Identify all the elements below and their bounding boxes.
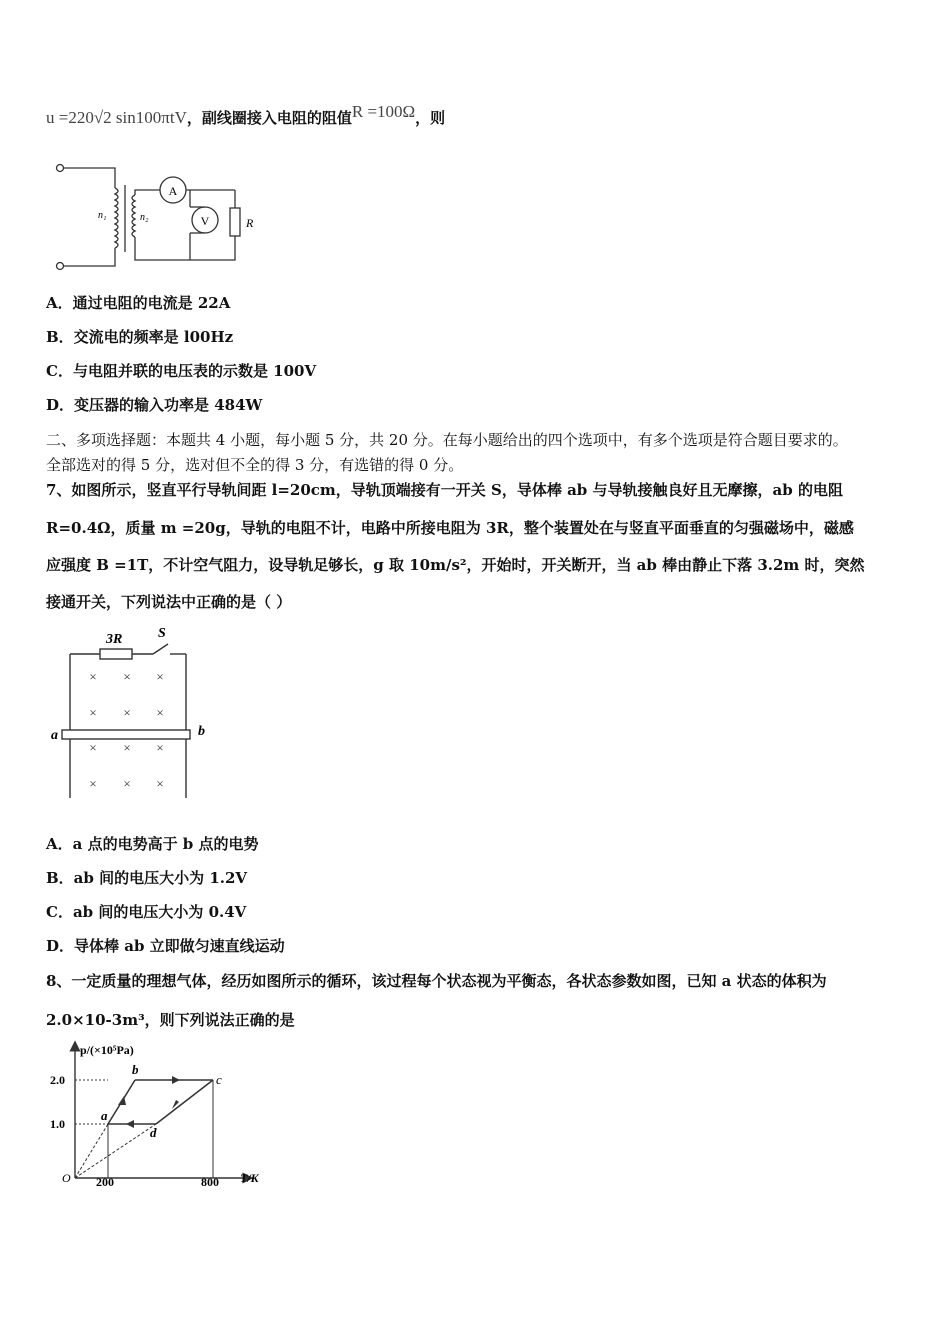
q6-stem-mid: ，副线圈接入电阻的阻值 (186, 109, 352, 127)
input-terminal-bottom (57, 263, 64, 270)
field-mark: × (123, 740, 131, 755)
y-axis-label: p/(×10⁵Pa) (80, 1043, 134, 1057)
resistor-label: R (246, 216, 254, 230)
rod-end-a-label: a (51, 728, 58, 743)
origin-label: O (62, 1171, 71, 1185)
q6-option-b: B．交流电的频率是 l00Hz (46, 328, 234, 346)
field-mark: × (123, 776, 131, 791)
y-tick-2: 2.0 (50, 1073, 65, 1087)
n2-label: n₂ (140, 212, 149, 223)
field-mark: × (156, 776, 164, 791)
q7-option-b: B．ab 间的电压大小为 1.2V (46, 869, 248, 887)
point-b-label: b (132, 1062, 139, 1077)
switch-s (153, 644, 168, 654)
q7-option-a: A．a 点的电势高于 b 点的电势 (46, 835, 259, 853)
q8-stem-line2: 2.0×10-3m³，则下列说法正确的是 (46, 1011, 295, 1029)
section2-instructions-line2: 全部选对的得 5 分，选对但不全的得 3 分，有选错的得 0 分。 (46, 456, 464, 474)
field-mark: × (89, 705, 97, 720)
x-tick-800: 800 (201, 1175, 219, 1189)
conductor-rod-ab (62, 730, 190, 739)
secondary-coil (132, 195, 135, 237)
q6-stem-end: ，则 (415, 109, 446, 127)
resistor-3r (100, 649, 132, 659)
field-mark: × (89, 669, 97, 684)
arrow-da (126, 1120, 134, 1128)
q8-stem-line1: 8、一定质量的理想气体，经历如图所示的循环，该过程每个状态视为平衡态，各状态参数如图，已知 a 状态的体积为 (46, 972, 827, 990)
field-mark: × (89, 740, 97, 755)
pt-cycle-graph (48, 1038, 278, 1193)
n1-label: n₁ (98, 210, 107, 221)
formula-u: u =220√2 sin100πtV (46, 108, 187, 127)
q7-stem-line4: 接通开关，下列说法中正确的是（ ） (46, 593, 292, 611)
q7-stem-line2: R=0.4Ω，质量 m =20g，导轨的电阻不计，电路中所接电阻为 3R，整个装置处在与竖直平面垂直的匀强磁场中，磁感 (46, 519, 854, 537)
resistor-3r-label: 3R (106, 632, 123, 647)
q7-stem-line1: 7、如图所示，竖直平行导轨间距 l=20cm，导轨顶端接有一开关 S，导体棒 ab 与导轨接触良好且无摩擦，ab 的电阻 (46, 481, 843, 499)
x-tick-200: 200 (96, 1175, 114, 1189)
field-mark: × (123, 705, 131, 720)
field-mark: × (89, 776, 97, 791)
q6-option-c: C．与电阻并联的电压表的示数是 100V (46, 362, 317, 380)
ammeter-label: A (168, 184, 178, 198)
field-mark: × (156, 740, 164, 755)
point-d-label: d (150, 1125, 157, 1140)
switch-label: S (158, 626, 166, 641)
input-terminal-top (57, 165, 64, 172)
point-a-label: a (101, 1108, 108, 1123)
q6-option-d: D．变压器的输入功率是 484W (46, 396, 263, 414)
dashed-line-od (75, 1124, 156, 1178)
section2-instructions-line1: 二、多项选择题：本题共 4 小题，每小题 5 分，共 20 分。在每小题给出的四个选项中，有多个选项是符合题目要求的。 (46, 431, 848, 449)
rail-circuit-diagram (48, 622, 218, 802)
y-tick-1: 1.0 (50, 1117, 65, 1131)
q7-stem-line3: 应强度 B =1T，不计空气阻力，设导轨足够长，g 取 10m/s²，开始时，开关断开，当 ab 棒由静止下落 3.2m 时，突然 (46, 556, 865, 574)
voltmeter-label: V (200, 214, 210, 228)
q7-option-c: C．ab 间的电压大小为 0.4V (46, 903, 247, 921)
process-c-to-d (156, 1080, 213, 1124)
primary-coil (115, 188, 118, 248)
arrow-bc (172, 1076, 180, 1084)
resistor-r (230, 208, 240, 236)
field-mark: × (123, 669, 131, 684)
field-mark: × (156, 669, 164, 684)
transformer-circuit-diagram (50, 150, 270, 275)
formula-r: R =100Ω (351, 102, 416, 121)
point-c-label: c (216, 1072, 222, 1087)
q6-stem (46, 102, 446, 128)
rod-end-b-label: b (198, 724, 205, 739)
q6-option-a: A．通过电阻的电流是 22A (46, 294, 231, 312)
x-axis-label: T/K (240, 1171, 259, 1185)
q7-option-d: D．导体棒 ab 立即做匀速直线运动 (46, 937, 285, 955)
field-mark: × (156, 705, 164, 720)
